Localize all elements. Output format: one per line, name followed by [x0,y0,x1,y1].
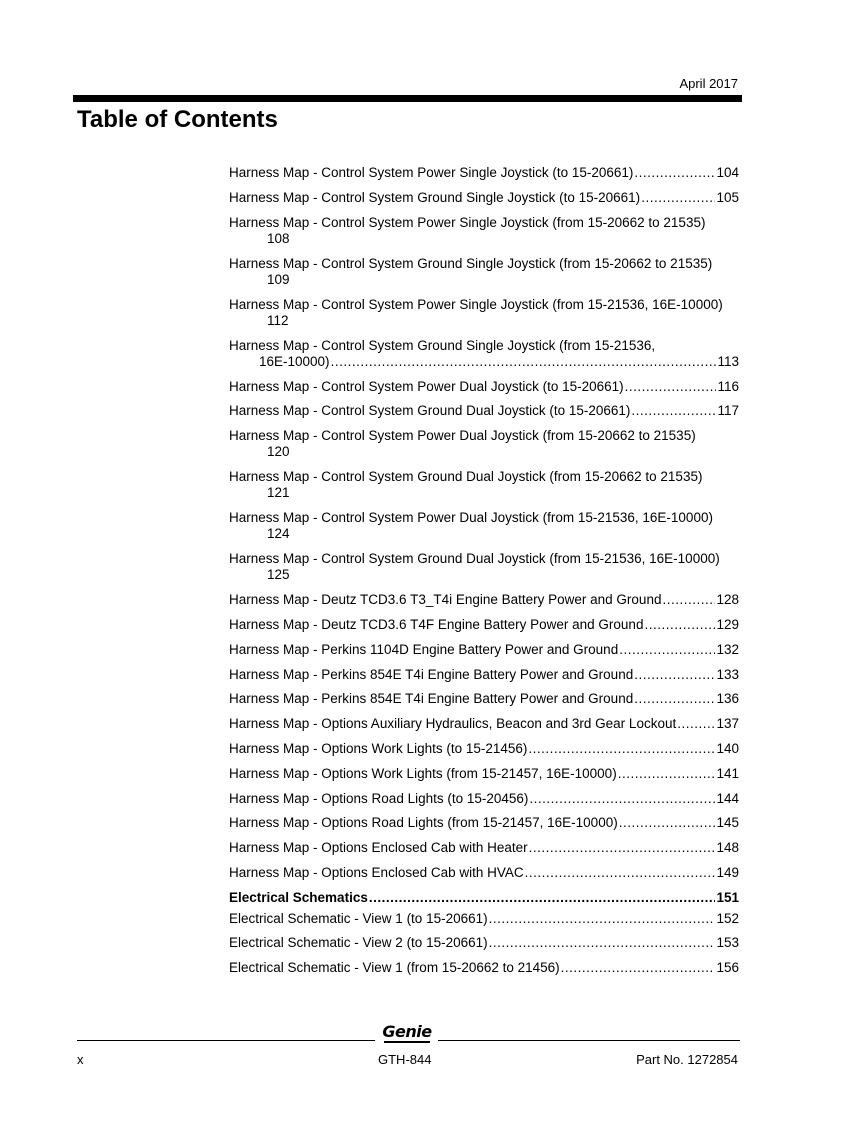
toc-leader-dots [644,617,715,633]
toc-entry[interactable] [229,642,739,658]
toc-leader-dots [619,642,715,658]
toc-entry[interactable] [229,815,739,831]
toc-page-number: 125 [267,567,290,583]
toc-leader-dots [525,865,716,881]
toc-leader-dots [369,890,716,906]
toc-page-number: 121 [267,485,290,501]
toc-entry[interactable] [229,297,739,329]
footer-page-number: x [77,1052,84,1067]
toc-page-number: 132 [716,641,739,657]
toc-leader-dots [625,379,717,395]
toc-entry-title: Harness Map - Control System Power Dual Joystick (from 15-20662 to 21535) [229,428,696,444]
toc-page-number: 141 [716,765,739,781]
genie-logo-word: Genie [382,1022,432,1041]
toc-leader-dots [634,165,715,181]
toc-entry-title: Harness Map - Perkins 1104D Engine Battery Power and Ground [229,641,619,657]
toc-page-number: 117 [717,403,739,419]
toc-entry-title: Harness Map - Control System Ground Dual Joystick (to 15-20661) [229,403,631,419]
toc-entry[interactable] [229,935,739,951]
footer-rule-right [438,1040,740,1041]
toc-page-number: 133 [716,666,739,682]
toc-leader-dots [662,592,715,608]
toc-entry[interactable] [229,667,739,683]
toc-page-number: 148 [716,840,739,856]
toc-entry[interactable] [229,403,739,419]
toc-page-number: 124 [267,526,290,542]
toc-page-number: 105 [716,189,739,205]
genie-logo-underline [384,1041,430,1043]
toc-entry[interactable] [229,256,739,288]
toc-entry-title: Harness Map - Options Work Lights (from 15-21457, 16E-10000) [229,765,617,781]
toc-page-number: 129 [716,616,739,632]
toc-entry-title: Harness Map - Control System Ground Dual Joystick (from 15-20662 to 21535) [229,469,703,485]
toc-entry-title: Harness Map - Deutz TCD3.6 T3_T4i Engine Battery Power and Ground [229,592,662,608]
toc-entry[interactable] [229,551,739,583]
toc-entry[interactable] [229,510,739,542]
footer-part-number: Part No. 1272854 [636,1052,738,1067]
toc-page-number: 151 [716,889,739,905]
toc-entry[interactable] [229,865,739,881]
toc-entry[interactable] [229,469,739,501]
toc-entry-title: Electrical Schematic - View 1 (from 15-20662 to 21456) [229,960,560,976]
toc-entry[interactable] [229,428,739,460]
toc-entry-title: Harness Map - Options Enclosed Cab with Heater [229,840,528,856]
header-date: April 2017 [679,76,738,91]
toc-leader-dots [634,667,715,683]
toc-entry[interactable] [229,890,739,906]
toc-entry[interactable] [229,165,739,181]
footer-rule-left [77,1040,375,1041]
toc-leader-dots [529,840,716,856]
toc-entry-title: 16E-10000) [259,353,330,369]
toc-entry-title: Harness Map - Control System Ground Single Joystick (to 15-20661) [229,189,641,205]
toc-page-number: 140 [716,740,739,756]
toc-entry-title: Harness Map - Options Auxiliary Hydraulics, Beacon and 3rd Gear Lockout [229,716,677,732]
toc-entry-title: Harness Map - Options Work Lights (to 15-21456) [229,740,528,756]
toc-entry-title: Electrical Schematic - View 1 (to 15-20661) [229,910,488,926]
toc-page-number: 113 [717,353,739,369]
toc-page-number: 156 [716,960,739,976]
footer-model: GTH-844 [378,1052,432,1067]
toc-page-number: 128 [716,592,739,608]
toc-leader-dots [619,815,716,831]
toc-entry[interactable] [229,766,739,782]
toc-page-number: 137 [716,716,739,732]
toc-entry-title: Harness Map - Control System Power Single Joystick (from 15-20662 to 21535) [229,214,706,230]
toc-page-number: 112 [267,312,289,328]
toc-entry[interactable] [229,791,739,807]
toc-leader-dots [634,691,715,707]
toc-leader-dots [618,766,716,782]
toc-entry-title: Electrical Schematics [229,889,368,905]
toc-page-number: 116 [717,378,739,394]
toc-entry-title: Harness Map - Control System Ground Dual Joystick (from 15-21536, 16E-10000) [229,551,720,567]
toc-entry-title: Harness Map - Options Road Lights (to 15-20456) [229,790,529,806]
toc-entry[interactable] [229,215,739,247]
genie-logo [380,1024,434,1046]
toc-entry[interactable] [229,716,739,732]
toc-page-number: 145 [716,815,739,831]
toc-entry[interactable] [229,190,739,206]
toc-page-number: 136 [716,691,739,707]
toc-entry-title: Harness Map - Perkins 854E T4i Engine Battery Power and Ground [229,691,634,707]
toc-entry-title: Harness Map - Options Enclosed Cab with HVAC [229,864,524,880]
toc-leader-dots [489,935,716,951]
toc-entry[interactable] [229,741,739,757]
toc-entry-title: Harness Map - Deutz TCD3.6 T4F Engine Battery Power and Ground [229,616,644,632]
toc-entry-title: Harness Map - Control System Ground Single Joystick (from 15-20662 to 21535) [229,255,713,271]
toc-page-number: 153 [716,935,739,951]
toc-entry-title: Harness Map - Control System Power Dual Joystick (from 15-21536, 16E-10000) [229,510,713,526]
toc-entry-title: Harness Map - Control System Power Dual Joystick (to 15-20661) [229,378,624,394]
toc-entry[interactable] [229,592,739,608]
toc-entry[interactable] [229,379,739,395]
toc-list [229,165,739,985]
toc-page-number: 149 [716,864,739,880]
page-title: Table of Contents [77,106,278,133]
toc-page-number: 120 [267,444,290,460]
toc-leader-dots [631,403,716,419]
toc-page-number: 144 [716,790,739,806]
toc-entry[interactable] [229,840,739,856]
header-rule [73,95,742,102]
toc-entry-title: Harness Map - Options Road Lights (from 15-21457, 16E-10000) [229,815,618,831]
toc-leader-dots [677,716,715,732]
toc-page-number: 104 [716,165,739,180]
toc-leader-dots [641,190,715,206]
toc-entry[interactable] [229,338,739,370]
toc-entry-title: Harness Map - Control System Power Single Joystick (to 15-20661) [229,165,634,180]
toc-leader-dots [331,354,717,370]
toc-entry-title: Harness Map - Perkins 854E T4i Engine Battery Power and Ground [229,666,634,682]
toc-page-number: 108 [267,230,290,246]
toc-page-number: 109 [267,271,290,287]
toc-leader-dots [528,741,715,757]
toc-entry[interactable] [229,617,739,633]
toc-entry-title: Harness Map - Control System Ground Single Joystick (from 15-21536, [229,337,656,353]
toc-leader-dots [529,791,715,807]
toc-entry[interactable] [229,960,739,976]
toc-entry[interactable] [229,691,739,707]
toc-page-number: 152 [716,910,739,926]
toc-entry-title: Electrical Schematic - View 2 (to 15-20661) [229,935,488,951]
toc-leader-dots [561,960,716,976]
toc-leader-dots [489,911,716,927]
toc-entry-title: Harness Map - Control System Power Single Joystick (from 15-21536, 16E-10000) [229,296,723,312]
toc-entry[interactable] [229,911,739,927]
